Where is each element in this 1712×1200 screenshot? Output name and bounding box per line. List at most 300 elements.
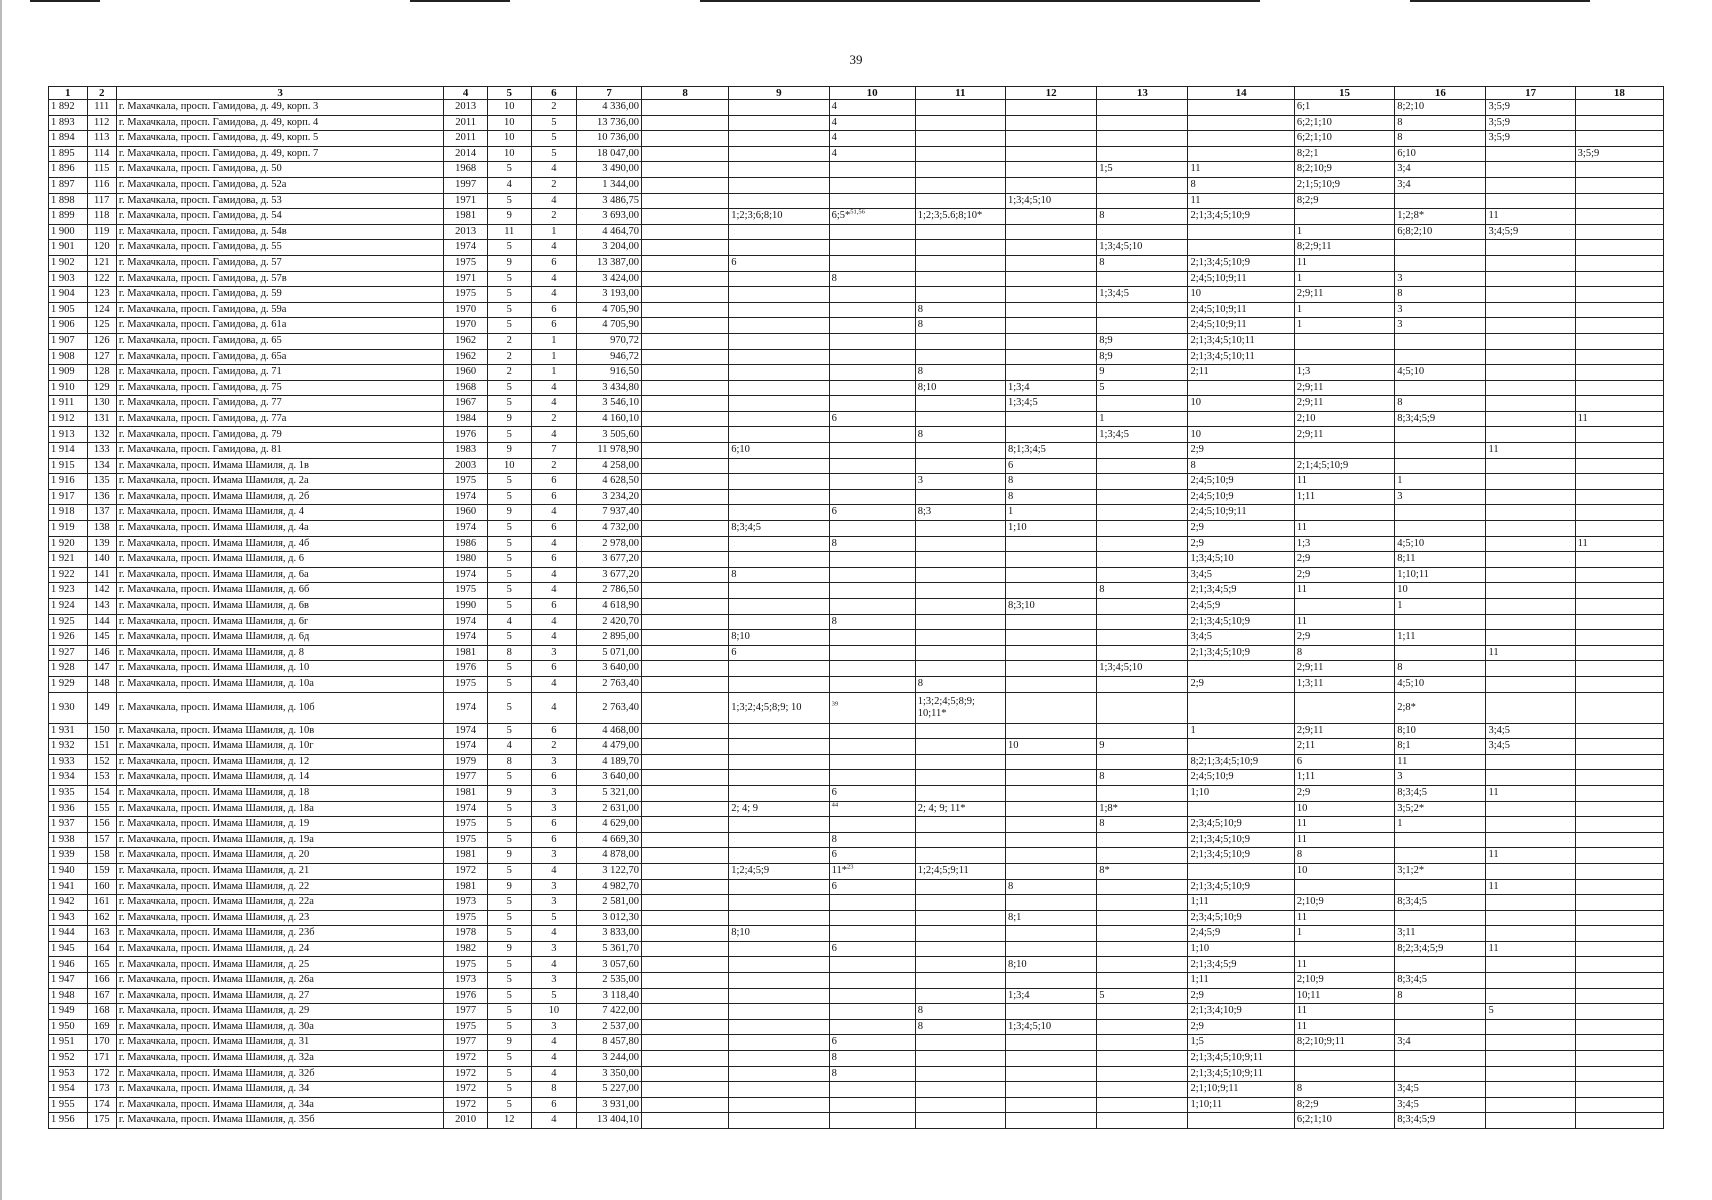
table-cell: [1005, 1004, 1096, 1020]
table-cell: [829, 723, 915, 739]
table-row: [49, 1082, 1664, 1098]
table-cell: [642, 863, 729, 879]
cell-text: 5: [506, 288, 512, 300]
table-cell: [49, 1035, 88, 1051]
table-cell: [1294, 1004, 1394, 1020]
table-cell: [642, 817, 729, 833]
table-cell: [1575, 396, 1663, 412]
cell-text: 174: [93, 1098, 110, 1110]
table-cell: [49, 973, 88, 989]
table-cell: [577, 692, 642, 723]
table-cell: [915, 739, 1005, 755]
table-cell: [1188, 474, 1294, 490]
cell-text: 2: [551, 740, 557, 752]
column-header: 6: [531, 87, 577, 100]
cell-text: 10: [1296, 802, 1308, 814]
cell-text: г. Махачкала, просп. Гамидова, д. 49, корп. 4: [118, 116, 319, 128]
table-cell: [1486, 801, 1575, 817]
table-cell: [487, 941, 531, 957]
table-cell: [531, 458, 577, 474]
table-cell: [829, 209, 915, 225]
table-cell: [487, 832, 531, 848]
cell-text: 3;4;5: [1397, 1098, 1419, 1110]
table-cell: [444, 365, 488, 381]
table-cell: [577, 365, 642, 381]
cell-text: 1975: [455, 818, 477, 830]
table-cell: [87, 599, 116, 615]
cell-text: 3: [551, 646, 557, 658]
table-cell: [87, 723, 116, 739]
table-cell: [49, 333, 88, 349]
table-cell: [829, 349, 915, 365]
table-cell: [116, 411, 443, 427]
table-cell: [116, 630, 443, 646]
table-cell: [915, 458, 1005, 474]
table-cell: [531, 552, 577, 568]
cell-text: 2;1;10;9;11: [1190, 1083, 1239, 1095]
table-cell: [1097, 474, 1188, 490]
table-cell: [87, 630, 116, 646]
table-cell: [1486, 1019, 1575, 1035]
table-cell: [1575, 224, 1663, 240]
table-cell: [87, 832, 116, 848]
table-cell: [642, 926, 729, 942]
table-cell: [1097, 910, 1188, 926]
cell-text: 144: [93, 615, 110, 627]
table-cell: [1486, 676, 1575, 692]
column-header: 11: [915, 87, 1005, 100]
table-cell: [1097, 1004, 1188, 1020]
table-cell: [1005, 146, 1096, 162]
table-cell: [577, 287, 642, 303]
table-cell: [1575, 474, 1663, 490]
table-cell: [487, 895, 531, 911]
table-cell: [1005, 318, 1096, 334]
table-cell: [729, 318, 829, 334]
cell-text: 1977: [455, 1036, 477, 1048]
table-row: [49, 521, 1664, 537]
table-cell: [1575, 583, 1663, 599]
cell-text: 1: [1007, 506, 1014, 518]
table-cell: [1005, 1035, 1096, 1051]
cell-text: 5: [506, 475, 512, 487]
table-cell: [1097, 162, 1188, 178]
table-cell: [915, 848, 1005, 864]
table-cell: [87, 146, 116, 162]
cell-text: 3: [551, 942, 557, 954]
table-cell: [829, 941, 915, 957]
cell-text: г. Махачкала, просп. Гамидова, д. 81: [118, 444, 282, 456]
table-cell: [1486, 879, 1575, 895]
table-cell: [1486, 396, 1575, 412]
table-row: [49, 240, 1664, 256]
cell-text: 3 234,20: [602, 490, 640, 502]
cell-text: г. Махачкала, просп. Имама Шамиля, д. 10в: [118, 724, 315, 736]
table-cell: [1188, 240, 1294, 256]
cell-text: 9: [506, 256, 512, 268]
cell-text: 5: [506, 522, 512, 534]
cell-text: 5: [551, 989, 557, 1001]
table-cell: [1005, 271, 1096, 287]
table-cell: [531, 567, 577, 583]
table-cell: [1097, 458, 1188, 474]
cell-text: 3;4;5: [1397, 1083, 1419, 1095]
cell-text: г. Махачкала, просп. Имама Шамиля, д. 34: [118, 1083, 310, 1095]
cell-text: 162: [93, 911, 110, 923]
table-cell: [1486, 209, 1575, 225]
cell-text: 4 705,90: [602, 319, 640, 331]
table-cell: [1575, 333, 1663, 349]
table-cell: [829, 676, 915, 692]
table-cell: [49, 474, 88, 490]
cell-text: 1972: [455, 1052, 477, 1064]
table-cell: [1575, 1113, 1663, 1129]
table-cell: [1097, 926, 1188, 942]
table-cell: [49, 100, 88, 116]
table-row: [49, 926, 1664, 942]
table-cell: [642, 801, 729, 817]
table-cell: [1395, 224, 1486, 240]
table-cell: [642, 1113, 729, 1129]
table-cell: [1575, 988, 1663, 1004]
table-cell: [642, 1082, 729, 1098]
cell-text: 3 204,00: [602, 241, 640, 253]
table-cell: [642, 739, 729, 755]
table-cell: [444, 396, 488, 412]
cell-text: 164: [93, 942, 110, 954]
table-cell: [1294, 489, 1394, 505]
table-cell: [1575, 1035, 1663, 1051]
cell-text: 5: [506, 989, 512, 1001]
table-cell: [444, 411, 488, 427]
table-cell: [444, 271, 488, 287]
cell-text: 8: [1007, 880, 1014, 892]
table-cell: [487, 1097, 531, 1113]
cell-text: 8: [1099, 584, 1105, 596]
cell-text: 4 732,00: [602, 522, 640, 534]
table-cell: [577, 1082, 642, 1098]
table-cell: [1486, 817, 1575, 833]
table-cell: [915, 100, 1005, 116]
table-cell: [577, 318, 642, 334]
table-cell: [49, 848, 88, 864]
cell-text: 4: [506, 179, 512, 191]
table-cell: [531, 505, 577, 521]
table-cell: [116, 271, 443, 287]
table-cell: [577, 1035, 642, 1051]
table-cell: [1005, 895, 1096, 911]
table-cell: [531, 318, 577, 334]
table-cell: [1486, 723, 1575, 739]
table-cell: [915, 474, 1005, 490]
table-cell: [1575, 832, 1663, 848]
table-cell: [577, 754, 642, 770]
table-cell: [829, 1035, 915, 1051]
table-cell: [729, 1113, 829, 1129]
cell-text: 1968: [455, 381, 477, 393]
table-cell: [116, 910, 443, 926]
table-cell: [915, 863, 1005, 879]
cell-text: 8: [831, 1067, 837, 1079]
table-cell: [1097, 754, 1188, 770]
table-cell: [1395, 1051, 1486, 1067]
cell-text: 11: [1577, 412, 1588, 424]
table-cell: [577, 739, 642, 755]
cell-text: 1 921: [51, 553, 75, 565]
table-cell: [487, 333, 531, 349]
cell-text: 8: [1190, 459, 1196, 471]
cell-text: 1981: [455, 849, 477, 861]
table-cell: [116, 723, 443, 739]
table-cell: [915, 817, 1005, 833]
table-cell: [49, 489, 88, 505]
cell-text: 3: [551, 880, 557, 892]
table-cell: [915, 521, 1005, 537]
table-cell: [444, 895, 488, 911]
cell-text: г. Махачкала, просп. Гамидова, д. 53: [118, 194, 282, 206]
cell-text: 8: [831, 537, 837, 549]
cell-text: 1 894: [51, 132, 75, 144]
table-cell: [729, 271, 829, 287]
cell-text: 2;1;3;4;5;9: [1190, 958, 1237, 970]
table-row: [49, 287, 1664, 303]
cell-text: 1 953: [51, 1067, 75, 1079]
table-cell: [116, 1097, 443, 1113]
cell-text: 2;1;4;5;10;9: [1296, 459, 1349, 471]
cell-text: 3;4;5;9: [1488, 225, 1519, 237]
table-cell: [1188, 380, 1294, 396]
table-cell: [1097, 801, 1188, 817]
table-row: [49, 302, 1664, 318]
table-cell: [444, 131, 488, 147]
table-cell: [487, 754, 531, 770]
cell-text: г. Махачкала, просп. Имама Шамиля, д. 8: [118, 646, 305, 658]
table-body: [49, 100, 1664, 1129]
cell-text: 11: [1296, 475, 1307, 487]
cell-text: 4 669,30: [602, 833, 640, 845]
table-cell: [642, 521, 729, 537]
table-cell: [1188, 443, 1294, 459]
table-cell: [642, 552, 729, 568]
cell-text: 5: [506, 724, 512, 736]
cell-text: 3: [1397, 490, 1403, 502]
cell-text: 1 949: [51, 1005, 75, 1017]
table-cell: [577, 131, 642, 147]
cell-text: 132: [93, 428, 110, 440]
table-cell: [1097, 489, 1188, 505]
table-cell: [49, 754, 88, 770]
cell-text: 1 936: [51, 802, 75, 814]
cell-text: 2 420,70: [602, 615, 640, 627]
table-cell: [116, 1004, 443, 1020]
table-cell: [1005, 645, 1096, 661]
table-cell: [577, 661, 642, 677]
cell-text: 1 904: [51, 288, 75, 300]
table-cell: [1188, 1051, 1294, 1067]
table-cell: [1005, 832, 1096, 848]
table-cell: [531, 957, 577, 973]
cell-text: 1 939: [51, 849, 75, 861]
cell-text: 159: [93, 864, 110, 876]
table-cell: [915, 115, 1005, 131]
cell-text: 1974: [455, 241, 477, 253]
table-cell: [49, 240, 88, 256]
cell-text: 8: [1007, 490, 1014, 502]
table-cell: [531, 146, 577, 162]
cell-text: 6: [831, 942, 837, 954]
cell-text: 5: [506, 818, 512, 830]
cell-text: 3 486,75: [602, 194, 640, 206]
cell-text: 1;3;4;5;10: [1007, 194, 1052, 206]
table-cell: [116, 287, 443, 303]
cell-text: 170: [93, 1036, 110, 1048]
table-cell: [116, 941, 443, 957]
cell-text: 3;4: [1397, 1036, 1411, 1048]
table-cell: [642, 396, 729, 412]
cell-text: 2;1;3;4;5;10;9;11: [1190, 1067, 1263, 1079]
table-cell: [49, 287, 88, 303]
table-cell: [487, 567, 531, 583]
cell-text: 2;4;5;10;9;11: [1190, 319, 1247, 331]
table-cell: [915, 988, 1005, 1004]
table-cell: [729, 630, 829, 646]
table-cell: [729, 349, 829, 365]
table-cell: [1395, 941, 1486, 957]
table-cell: [1395, 349, 1486, 365]
cell-text: 155: [93, 802, 110, 814]
table-cell: [1395, 1066, 1486, 1082]
table-cell: [1188, 396, 1294, 412]
table-cell: [487, 146, 531, 162]
cell-text: 4;5;10: [1397, 678, 1425, 690]
cell-text: 5: [506, 911, 512, 923]
cell-text: 2;1;3;4;5;10;9: [1190, 615, 1250, 627]
table-cell: [87, 645, 116, 661]
table-cell: [49, 895, 88, 911]
cell-text: 5: [551, 116, 557, 128]
table-cell: [87, 988, 116, 1004]
table-cell: [915, 661, 1005, 677]
table-cell: [87, 536, 116, 552]
table-cell: [531, 941, 577, 957]
table-row: [49, 115, 1664, 131]
cell-text: 1 940: [51, 864, 75, 876]
cell-text: г. Махачкала, просп. Гамидова, д. 54в: [118, 225, 287, 237]
table-cell: [729, 895, 829, 911]
table-cell: [116, 333, 443, 349]
cell-text: 146: [93, 646, 110, 658]
table-cell: [444, 240, 488, 256]
cell-text: 3: [1397, 303, 1403, 315]
table-cell: [577, 879, 642, 895]
cell-text: 1 918: [51, 506, 75, 518]
table-cell: [444, 318, 488, 334]
table-cell: [1097, 396, 1188, 412]
table-cell: [1097, 380, 1188, 396]
table-cell: [577, 224, 642, 240]
table-cell: [487, 599, 531, 615]
cell-text: 1: [1397, 818, 1403, 830]
cell-text: 2 786,50: [602, 584, 640, 596]
cell-text: 1 910: [51, 381, 75, 393]
table-cell: [444, 973, 488, 989]
table-cell: [1005, 1097, 1096, 1113]
cell-text: г. Махачкала, просп. Имама Шамиля, д. 6г: [118, 615, 309, 627]
table-cell: [729, 1004, 829, 1020]
table-cell: [915, 318, 1005, 334]
cell-text: 8;10: [731, 631, 750, 643]
cell-text: 5: [1099, 381, 1105, 393]
table-cell: [444, 848, 488, 864]
cell-text: 2;1;3;4;5;10;9: [1190, 646, 1250, 658]
table-cell: [829, 832, 915, 848]
table-cell: [1097, 973, 1188, 989]
table-cell: [829, 411, 915, 427]
table-cell: [487, 973, 531, 989]
cell-text: 8: [917, 366, 923, 378]
table-cell: [1294, 910, 1394, 926]
table-cell: [915, 380, 1005, 396]
cell-text: 7: [551, 444, 557, 456]
cell-text: 11: [1488, 849, 1499, 861]
table-cell: [87, 848, 116, 864]
table-cell: [49, 380, 88, 396]
table-cell: [1575, 739, 1663, 755]
cell-text: 1974: [455, 802, 477, 814]
cell-text: 1976: [455, 428, 477, 440]
cell-text: 916,50: [610, 366, 640, 378]
cell-text: 2;4;5;10;9;11: [1190, 303, 1247, 315]
table-cell: [444, 100, 488, 116]
cell-text: 163: [93, 927, 110, 939]
table-cell: [444, 1113, 488, 1129]
cell-text: 3: [1397, 319, 1403, 331]
table-cell: [87, 443, 116, 459]
cell-text: г. Махачкала, просп. Имама Шамиля, д. 30а: [118, 1020, 314, 1032]
table-cell: [915, 255, 1005, 271]
table-cell: [1575, 567, 1663, 583]
scan-artifact: [30, 0, 100, 2]
cell-text: 11: [1488, 646, 1499, 658]
cell-text: 1 905: [51, 303, 75, 315]
table-cell: [729, 365, 829, 381]
cell-text: 10: [504, 132, 515, 144]
cell-text: г. Махачкала, просп. Гамидова, д. 65а: [118, 350, 287, 362]
cell-text: г. Махачкала, просп. Имама Шамиля, д. 23: [118, 911, 310, 923]
table-cell: [49, 1019, 88, 1035]
table-cell: [87, 521, 116, 537]
table-cell: [829, 973, 915, 989]
table-cell: [729, 1066, 829, 1082]
cell-text: 5 321,00: [602, 786, 640, 798]
table-cell: [1395, 1035, 1486, 1051]
table-cell: [1188, 770, 1294, 786]
table-cell: [1005, 100, 1096, 116]
table-cell: [487, 474, 531, 490]
table-cell: [531, 115, 577, 131]
table-cell: [1005, 115, 1096, 131]
table-cell: [49, 1082, 88, 1098]
table-cell: [1575, 411, 1663, 427]
table-row: [49, 801, 1664, 817]
cell-text: 1 931: [51, 724, 75, 736]
cell-text: 3: [917, 475, 923, 487]
table-cell: [1575, 848, 1663, 864]
table-row: [49, 489, 1664, 505]
table-cell: [116, 396, 443, 412]
table-cell: [1395, 505, 1486, 521]
table-cell: [1486, 645, 1575, 661]
